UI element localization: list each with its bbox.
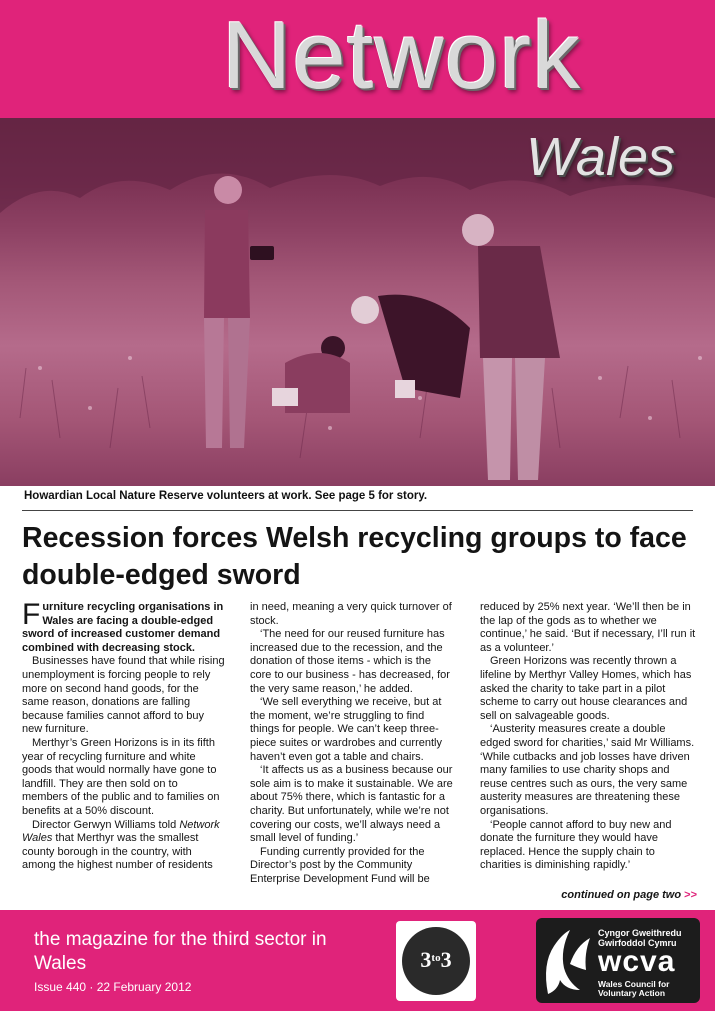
wcva-logo [536,918,700,1003]
paragraph: Green Horizons was recently thrown a lifeline by Merthyr Valley Homes, which has asked the charity to take part in a pilot scheme to carry out house clearances and sell on salvageable goods. [480,655,692,722]
article-headline: Recession forces Welsh recycling groups to face double-edged sword [22,522,687,591]
masthead-title: Network [222,2,582,109]
paragraph-text: Director Gerwyn Williams told [32,818,180,831]
wcva-welsh-name-line2: Gwirfoddol Cymru [598,938,677,948]
lead-text: urniture recycling organisations in Wales are facing a double-edged sword of increased customer demand combined with decreasing stock. [22,601,224,654]
3to3-logo [396,921,476,1001]
wcva-wordmark: wcva [598,945,676,978]
3to3-logo-circle [402,927,470,995]
cover-photo [0,118,715,486]
paragraph: ‘The need for our reused furniture has increased due to the recession, and the donation of those items - which is the core to our business - has decreased, for the very same reason,’ he added. [250,628,450,695]
article-column-3 [480,601,696,873]
3to3-digit: 3 [440,947,452,972]
article-column-2 [250,601,454,886]
paragraph: Merthyr’s Green Horizons is in its fifth year of recycling furniture and white goods that would normally have gone to landfill. They are then sold on to members of the public and to families on benefits at a 50% discount. [22,736,220,817]
paragraph: ‘People cannot afford to buy new and donate the furniture they would have replaced. Hence the supply chain to charities is diminishing rapidly.’ [480,818,672,872]
paragraph: ‘We sell everything we receive, but at the moment, we’re struggling to find things for people. We can’t keep three-piece suites or wardrobes and currently haven’t even got a table and chairs. [250,696,442,763]
continued-link[interactable] [561,889,697,901]
3to3-to: to [431,952,441,964]
article-body [22,598,698,891]
masthead [0,0,715,118]
caption-divider [22,510,693,511]
wcva-welsh-name-line1: Cyngor Gweithredu [598,928,682,938]
paragraph: Funding currently provided for the Director’s post by the Community Enterprise Development Fund will be [250,845,430,885]
paragraph: reduced by 25% next year. ‘We’ll then be in the lap of the gods as to whether we continue,’ he said. ‘But if necessary, I’ll run it as a volunteer.’ [480,601,696,654]
drop-cap: F [22,598,41,631]
article-lead-paragraph [22,598,226,655]
footer-band [0,910,715,1011]
photo-caption: Howardian Local Nature Reserve volunteers at work. See page 5 for story. [24,490,428,502]
paragraph: in need, meaning a very quick turnover of stock. [250,601,452,627]
issue-info: Issue 440 · 22 February 2012 [34,980,192,994]
double-chevron-right-icon: >> [684,889,697,901]
wcva-english-name-line2: Voluntary Action [598,988,666,998]
paragraph-text: that Merthyr was the smallest county borough in the country, with among the highest number of residents [22,832,213,872]
article-column-1 [22,598,226,873]
masthead-subtitle: Wales [525,127,675,187]
wcva-english-name-line1: Wales Council for [598,979,670,989]
paragraph [22,819,226,873]
magazine-tagline: the magazine for the third sector in Wales [34,929,327,974]
paragraph: ‘Austerity measures create a double edged sword for charities,’ said Mr Williams. ‘While cutbacks and job losses have driven many families to use charity shops and reuse centres such as ours, the very same austerity measures are threatening these organisations. [480,723,695,817]
continued-label: continued on page two [561,889,682,901]
wcva-swirl-icon [540,924,596,998]
paragraph: Businesses have found that while rising unemployment is forcing people to rely more on second hand goods, for the same reason, donations are falling because families cannot afford to buy new furniture. [22,655,225,736]
publication-name: Network Wales [22,818,220,845]
paragraph: ‘It affects us as a business because our sole aim is to make it sustainable. We are about 75% there, which is fantastic for a charity. But unfortunately, while we’re not covering our costs, we’ll always need a small level of funding.’ [250,764,453,845]
3to3-digit: 3 [420,947,432,972]
3to3-logo-text [402,947,470,973]
